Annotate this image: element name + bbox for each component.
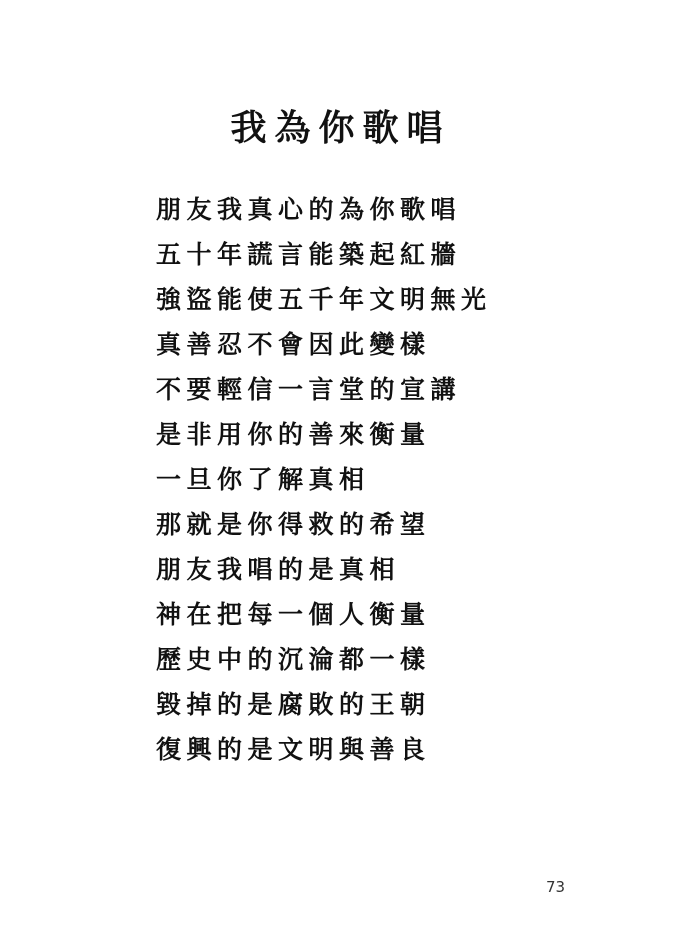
poem-line: 那就是你得救的希望 xyxy=(156,510,431,539)
poem-title: 我為你歌唱 xyxy=(230,107,451,149)
poem-line: 一旦你了解真相 xyxy=(156,465,370,494)
poem-line: 不要輕信一言堂的宣講 xyxy=(156,375,462,404)
poem-line: 朋友我唱的是真相 xyxy=(156,555,401,584)
poem-line: 是非用你的善來衡量 xyxy=(156,420,431,449)
poem-line: 強盜能使五千年文明無光 xyxy=(156,285,492,314)
poem-line: 朋友我真心的為你歌唱 xyxy=(156,195,462,224)
poem-body xyxy=(156,187,492,772)
poem-line: 復興的是文明與善良 xyxy=(156,735,431,764)
poem-line: 毀掉的是腐敗的王朝 xyxy=(156,690,431,719)
poem-line: 歷史中的沉淪都一樣 xyxy=(156,645,431,674)
page-number: 73 xyxy=(546,878,566,896)
poem-line: 神在把每一個人衡量 xyxy=(156,600,431,629)
poem-line: 五十年謊言能築起紅牆 xyxy=(156,240,462,269)
poem-line: 真善忍不會因此變樣 xyxy=(156,330,431,359)
